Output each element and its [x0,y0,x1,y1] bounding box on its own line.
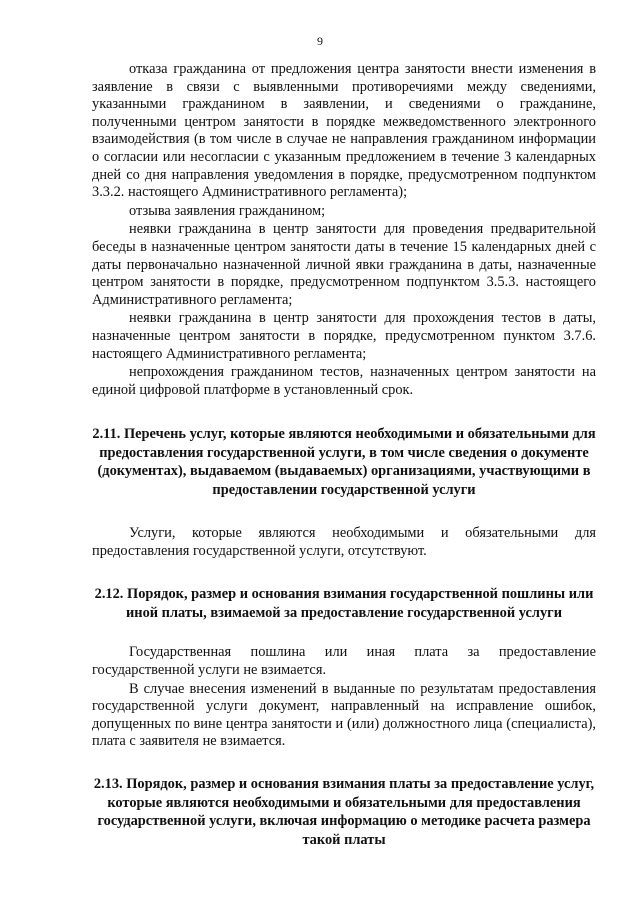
paragraph: Государственная пошлина или иная плата за предоставление государственной услуги не взимается. [92,644,596,679]
paragraph: непрохождения гражданином тестов, назначенных центром занятости на единой цифровой платформе в установленный срок. [92,364,596,398]
paragraph: неявки гражданина в центр занятости для прохождения тестов в даты, назначенные центром занятости в порядке, предусмотренном пунктом 3.7.6. настоящего Административного регламента; [92,310,596,362]
paragraph: Услуги, которые являются необходимыми и обязательными для предоставления государственной услуги, отсутствуют. [92,525,596,559]
paragraph: отзыва заявления гражданином; [129,202,326,219]
page-number: 9 [317,34,323,48]
section-heading-2-13: 2.13. Порядок, размер и основания взимания платы за предоставление услуг, которые являются необходимыми и обязательными для предоставления государственной услуги, включая информацию о методике расчета размера такой платы [93,776,595,848]
paragraph: В случае внесения изменений в выданные по результатам предоставления государственной услуги документ, направленный на исправление ошибок, допущенных по вине центра занятости и (или) должностного лица (специалиста), плата с заявителя не взимается. [92,680,596,750]
paragraph: отказа гражданина от предложения центра занятости внести изменения в заявление в связи с выявленными противоречиями между сведениями, указанными гражданином в заявлении, и сведениями о гражданине, полученными центром занятости в порядке межведомственного электронного взаимодействия (в том числе в случае не направления гражданином информации о согласии или несогласии с указанным предложением в течение 3 календарных дней со дня направления уведомления в порядке, предусмотренном подпунктом 3.3.2. настоящего Административного регламента); [92,61,596,201]
section-heading-2-12: 2.12. Порядок, размер и основания взимания государственной пошлины или иной платы, взимаемой за предоставление государственной услуги [94,586,594,621]
page-body [92,61,596,849]
section-heading-2-11: 2.11. Перечень услуг, которые являются необходимыми и обязательными для предоставления государственной услуги, в том числе сведения о документе (документах), выдаваемом (выдаваемых) организациями, участвующими в предоставлении государственной услуги [92,426,596,498]
paragraph: неявки гражданина в центр занятости для проведения предварительной беседы в назначенные центром занятости даты в течение 15 календарных дней с даты первоначально назначенной личной явки гражданина в даты, назначенные центром занятости в порядке, предусмотренном подпунктом 3.5.3. настоящего Административного регламента; [92,221,596,308]
